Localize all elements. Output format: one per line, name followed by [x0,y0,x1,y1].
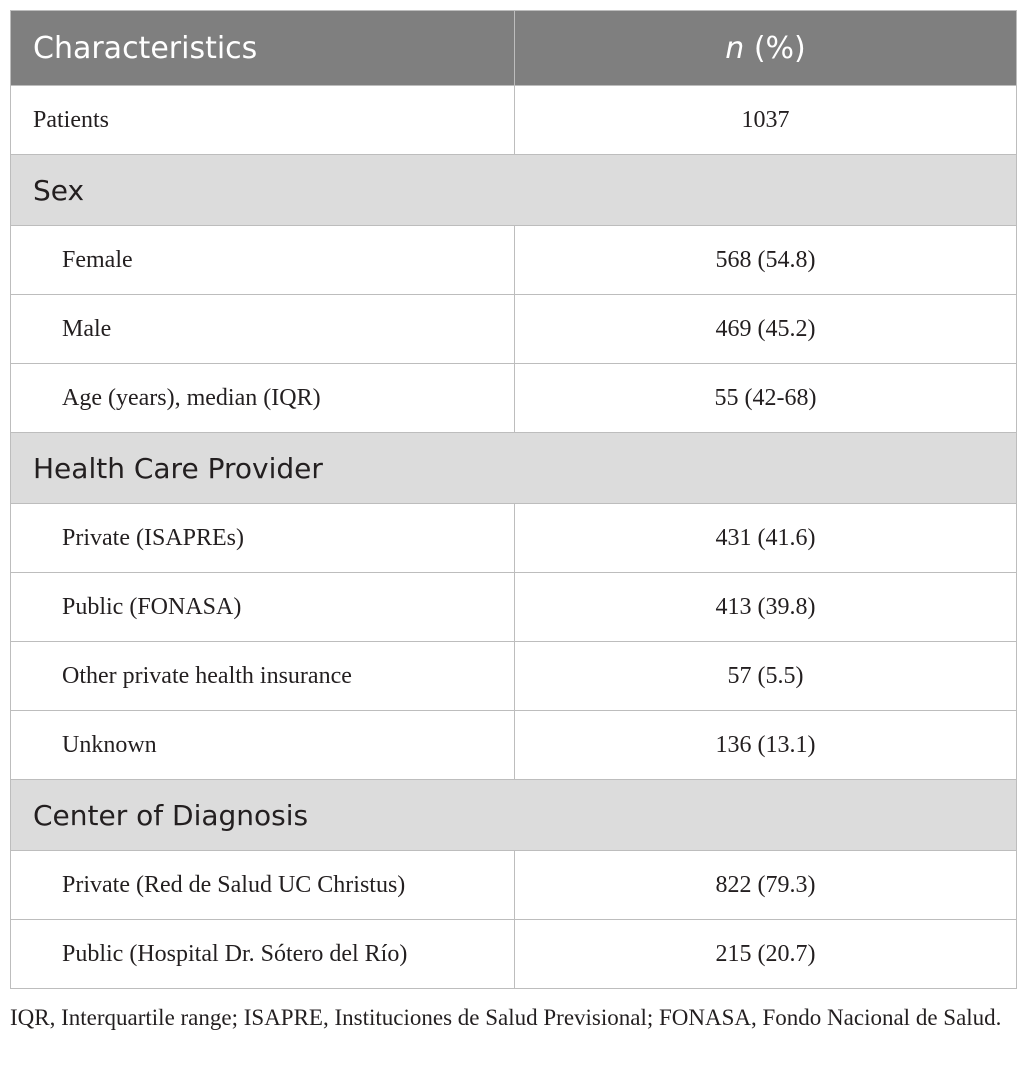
row-value: 55 (42-68) [515,364,1017,433]
table-row [11,364,1017,433]
header-characteristics: Characteristics [11,11,515,86]
row-label: Unknown [11,711,515,780]
row-value: 136 (13.1) [515,711,1017,780]
row-label: Private (ISAPREs) [11,504,515,573]
header-n-percent [515,11,1017,86]
section-header-sex [11,155,1017,226]
row-label: Public (FONASA) [11,573,515,642]
table-row [11,711,1017,780]
row-value: 215 (20.7) [515,920,1017,989]
table-row [11,295,1017,364]
table-row-patients [11,86,1017,155]
table-header-row [11,11,1017,86]
section-header-health-care-provider [11,433,1017,504]
row-value: 568 (54.8) [515,226,1017,295]
table-row [11,504,1017,573]
row-value: 431 (41.6) [515,504,1017,573]
row-value: 1037 [515,86,1017,155]
row-label: Male [11,295,515,364]
characteristics-table [10,10,1017,989]
table-row [11,573,1017,642]
table-row [11,226,1017,295]
row-label: Public (Hospital Dr. Sótero del Río) [11,920,515,989]
row-value: 469 (45.2) [515,295,1017,364]
row-label: Patients [11,86,515,155]
row-value: 413 (39.8) [515,573,1017,642]
header-n: n [725,30,745,66]
table-row [11,642,1017,711]
table-container [10,10,1016,989]
row-label: Private (Red de Salud UC Christus) [11,851,515,920]
section-header-center-of-diagnosis [11,780,1017,851]
section-title: Health Care Provider [11,433,1017,504]
table-row [11,920,1017,989]
row-value: 57 (5.5) [515,642,1017,711]
section-title: Center of Diagnosis [11,780,1017,851]
row-label: Female [11,226,515,295]
header-percent: (%) [744,30,806,66]
section-title: Sex [11,155,1017,226]
row-label: Age (years), median (IQR) [11,364,515,433]
row-label: Other private health insurance [11,642,515,711]
row-value: 822 (79.3) [515,851,1017,920]
table-row [11,851,1017,920]
table-footnote: IQR, Interquartile range; ISAPRE, Instituciones de Salud Previsional; FONASA, Fondo Nacional de Salud. [10,1005,1002,1030]
